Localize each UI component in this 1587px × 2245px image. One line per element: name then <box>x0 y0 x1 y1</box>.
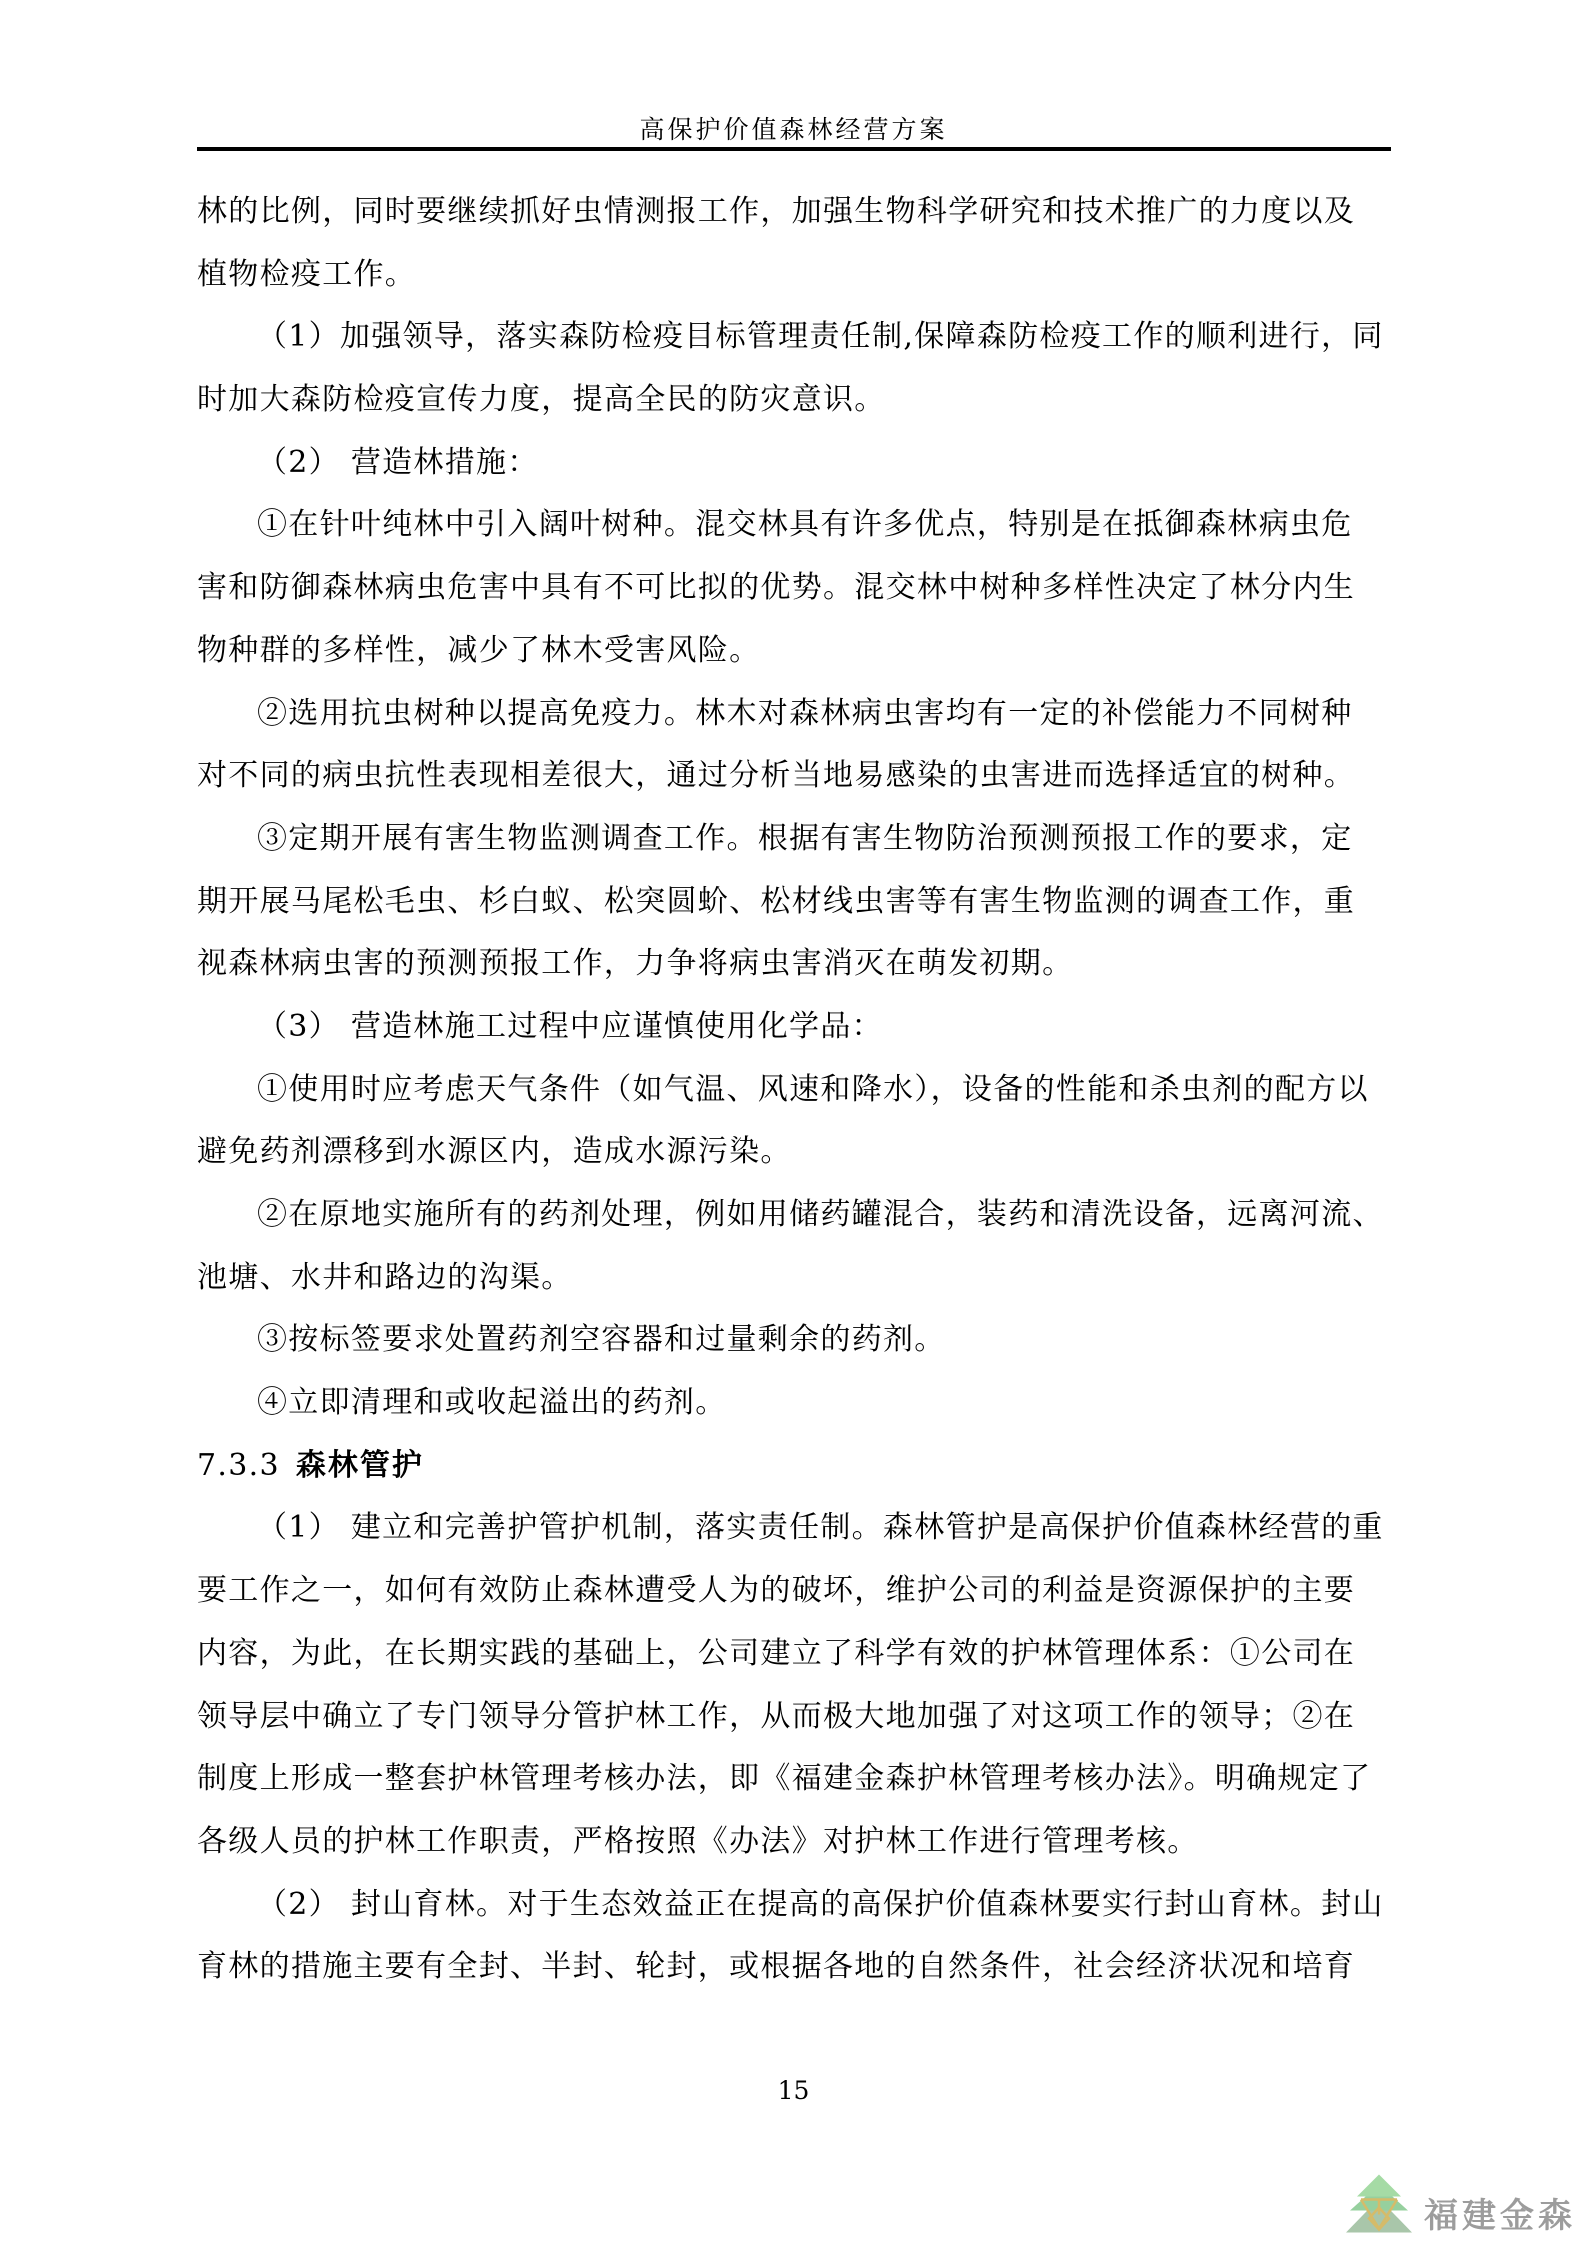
text-line: 避免药剂漂移到水源区内，造成水源污染。 <box>197 1134 792 1170</box>
text-line: 内容，为此，在长期实践的基础上，公司建立了科学有效的护林管理体系：①公司在 <box>197 1635 1356 1671</box>
text-line: 害和防御森林病虫危害中具有不可比拟的优势。混交林中树种多样性决定了林分内生 <box>197 570 1356 606</box>
section-heading <box>197 1435 1391 1498</box>
text-line: 领导层中确立了专门领导分管护林工作，从而极大地加强了对这项工作的领导；②在 <box>197 1698 1356 1734</box>
text-line: 育林的措施主要有全封、半封、轮封，或根据各地的自然条件，社会经济状况和培育 <box>197 1949 1356 1985</box>
text-line: （3） 营造林施工过程中应谨慎使用化学品： <box>257 1008 883 1044</box>
text-line: ①在针叶纯林中引入阔叶树种。混交林具有许多优点，特别是在抵御森林病虫危 <box>257 507 1353 543</box>
text-line: 对不同的病虫抗性表现相差很大，通过分析当地易感染的虫害进而选择适宜的树种。 <box>197 758 1356 794</box>
text-line: 林的比例，同时要继续抓好虫情测报工作，加强生物科学研究和技术推广的力度以及 <box>197 194 1356 229</box>
section-heading-number: 7.3.3 <box>197 1447 280 1483</box>
company-logo <box>1346 2174 1576 2237</box>
page-number: 15 <box>777 2076 810 2105</box>
text-line: 时加大森防检疫宣传力度，提高全民的防灾意识。 <box>197 382 886 418</box>
text-line: ②选用抗虫树种以提高免疫力。林木对森林病虫害均有一定的补偿能力不同树种 <box>257 695 1353 731</box>
page-header-title: 高保护价值森林经营方案 <box>639 115 948 144</box>
text-line: ①使用时应考虑天气条件（如气温、风速和降水），设备的性能和杀虫剂的配方以 <box>257 1071 1369 1107</box>
text-line: 各级人员的护林工作职责，严格按照《办法》对护林工作进行管理考核。 <box>197 1823 1199 1859</box>
text-line: ③按标签要求处置药剂空容器和过量剩余的药剂。 <box>257 1322 946 1358</box>
text-line: （2） 封山育林。对于生态效益正在提高的高保护价值森林要实行封山育林。封山 <box>257 1886 1384 1922</box>
text-line: （1） 建立和完善护管护机制，落实责任制。森林管护是高保护价值森林经营的重 <box>257 1510 1384 1546</box>
text-line: （2） 营造林措施： <box>257 444 539 480</box>
text-line: ④立即清理和或收起溢出的药剂。 <box>257 1385 727 1421</box>
pine-tree-icon <box>1346 2174 1412 2237</box>
text-line: ③定期开展有害生物监测调查工作。根据有害生物防治预测预报工作的要求，定 <box>257 820 1353 856</box>
section-heading-text: 森林管护 <box>295 1447 424 1483</box>
text-line: 池塘、水井和路边的沟渠。 <box>197 1259 573 1295</box>
tree-top-layer <box>1357 2175 1401 2197</box>
text-line: ②在原地实施所有的药剂处理，例如用储药罐混合，装药和清洗设备，远离河流、 <box>257 1197 1384 1232</box>
text-line: 期开展马尾松毛虫、杉白蚁、松突圆蚧、松材线虫害等有害生物监测的调查工作，重 <box>197 883 1356 919</box>
text-line: （1）加强领导，落实森防检疫目标管理责任制,保障森防检疫工作的顺利进行，同 <box>257 319 1384 355</box>
text-line: 物种群的多样性，减少了林木受害风险。 <box>197 632 761 668</box>
text-line: 视森林病虫害的预测预报工作，力争将病虫害消灭在萌发初期。 <box>197 946 1074 982</box>
document-body <box>197 181 1391 1999</box>
header-rule <box>197 147 1391 151</box>
text-line: 植物检疫工作。 <box>197 256 417 292</box>
text-line: 制度上形成一整套护林管理考核办法，即《福建金森护林管理考核办法》。明确规定了 <box>197 1761 1372 1797</box>
company-logo-text: 福建金森 <box>1424 2196 1576 2236</box>
text-line: 要工作之一，如何有效防止森林遭受人为的破坏，维护公司的利益是资源保护的主要 <box>197 1573 1356 1609</box>
